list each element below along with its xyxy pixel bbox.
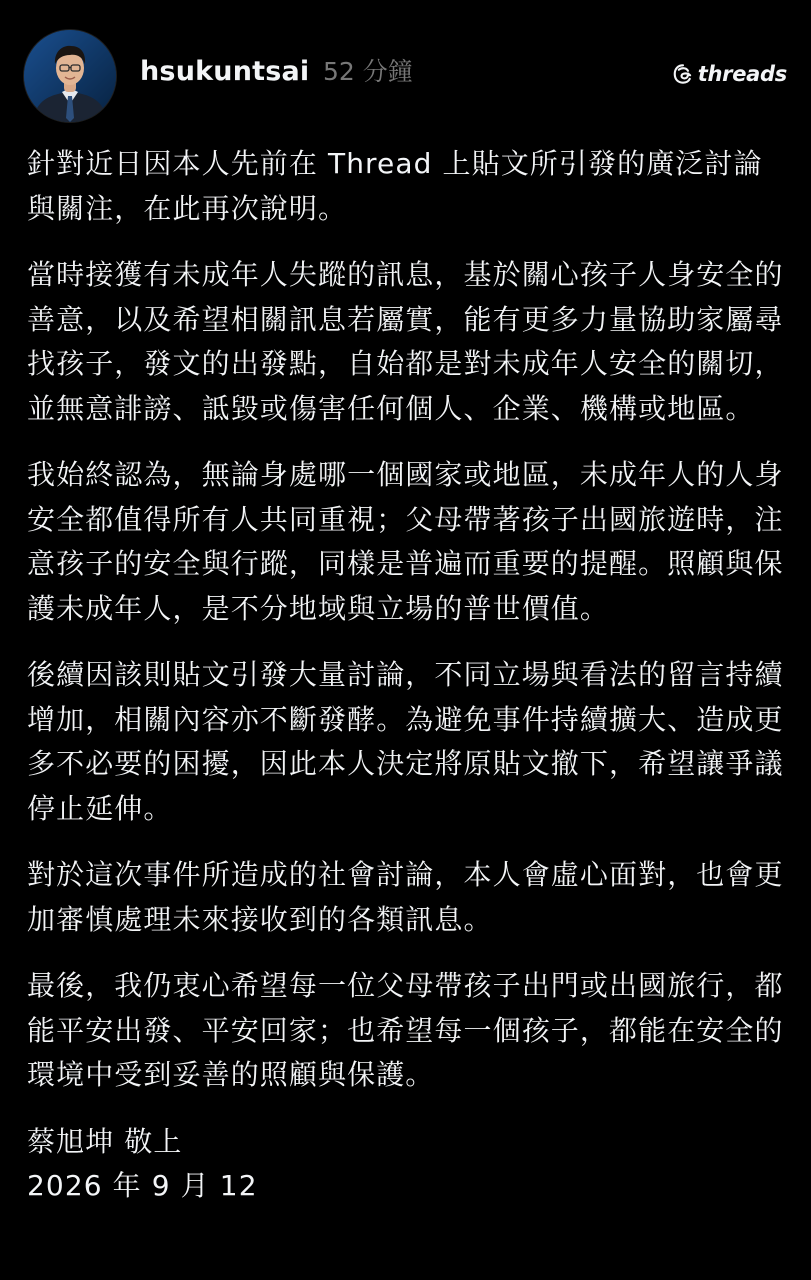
avatar-photo-icon [24, 30, 116, 122]
post-paragraph: 當時接獲有未成年人失蹤的訊息，基於關心孩子人身安全的善意，以及希望相關訊息若屬實，能有更多力量協助家屬尋找孩子，發文的出發點，自始都是對未成年人安全的關切，並無意誹謗、詆毀或傷害任何個人、企業、機構或地區。 [27, 258, 784, 425]
post-date: 2026 年 9 月 12 [27, 1169, 258, 1202]
post-header [0, 0, 811, 140]
threads-logo [672, 58, 787, 90]
avatar[interactable] [24, 30, 116, 122]
post-timestamp: 52 分鐘 [323, 57, 413, 86]
post-body [27, 142, 791, 1209]
signature: 蔡旭坤 敬上 [27, 1124, 183, 1158]
post-paragraph: 後續因該則貼文引發大量討論，不同立場與看法的留言持續增加，相關內容亦不斷發酵。為避免事件持續擴大、造成更多不必要的困擾，因此本人決定將原貼文撤下，希望讓爭議停止延伸。 [27, 658, 784, 825]
threads-wordmark: threads [697, 62, 787, 86]
post-paragraph: 對於這次事件所造成的社會討論，本人會虛心面對，也會更加審慎處理未來接收到的各類訊息。 [27, 858, 784, 936]
post-paragraph: 最後，我仍衷心希望每一位父母帶孩子出門或出國旅行，都能平安出發、平安回家；也希望每一個孩子，都能在安全的環境中受到妥善的照顧與保護。 [27, 969, 784, 1091]
post-paragraph: 針對近日因本人先前在 Thread 上貼文所引發的廣泛討論與關注，在此再次說明。 [27, 147, 763, 225]
post-paragraph: 我始終認為，無論身處哪一個國家或地區，未成年人的人身安全都值得所有人共同重視；父母帶著孩子出國旅遊時，注意孩子的安全與行蹤，同樣是普遍而重要的提醒。照顧與保護未成年人，是不分地域與立場的普世價值。 [27, 458, 784, 625]
threads-logo-icon [672, 63, 694, 85]
username[interactable]: hsukuntsai [140, 56, 310, 87]
